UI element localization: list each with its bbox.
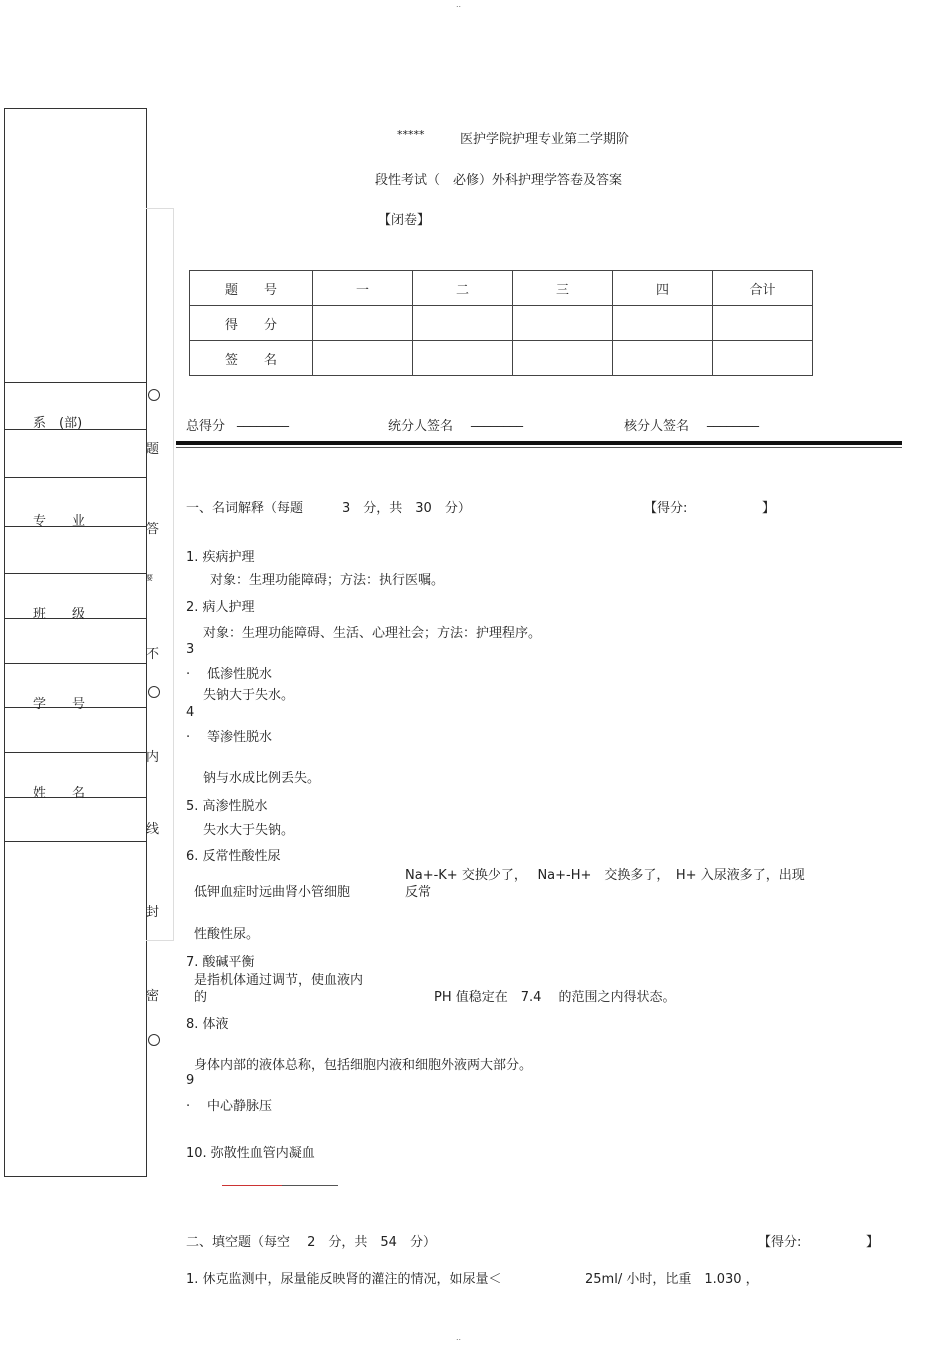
question-4-dot: . bbox=[186, 726, 191, 741]
section2-title: 二、填空题（每空 2 分，共 54 分） bbox=[186, 1235, 436, 1250]
row-label-signature: 签 名 bbox=[190, 341, 313, 376]
section1-title: 一、名词解释（每题 3 分，共 30 分） bbox=[186, 501, 471, 516]
top-page-mark: .. bbox=[456, 0, 462, 9]
sidebar-divider bbox=[5, 477, 146, 478]
seal-char: 答 bbox=[146, 522, 160, 537]
score-cell[interactable] bbox=[413, 306, 513, 341]
question-1: 1. 疾病护理 bbox=[186, 550, 255, 565]
answer-5: 失水大于失钠。 bbox=[203, 823, 295, 838]
dept-label: 系 (部) bbox=[33, 416, 83, 431]
question-3-number: 3 bbox=[186, 642, 195, 657]
question-3: 低渗性脱水 bbox=[207, 667, 273, 682]
seal-circle bbox=[148, 686, 160, 698]
answer-6-end: 性酸性尿。 bbox=[194, 927, 260, 942]
question-6: 6. 反常性酸性尿 bbox=[186, 849, 281, 864]
answer-7-right: PH 值稳定在 7.4 的范围之内得状态。 bbox=[434, 990, 676, 1005]
table-header-cell: 二 bbox=[413, 271, 513, 306]
student-no-label: 学 号 bbox=[33, 697, 86, 712]
question-8: 8. 体液 bbox=[186, 1017, 229, 1032]
question-9: 中心静脉压 bbox=[207, 1099, 273, 1114]
score-cell[interactable] bbox=[513, 306, 613, 341]
total-score-blank[interactable]: ________ bbox=[237, 413, 289, 428]
question-3-dot: . bbox=[186, 663, 191, 678]
table-header-cell: 一 bbox=[313, 271, 413, 306]
section2-score-close: 】 bbox=[866, 1235, 880, 1250]
answer-1: 对象：生理功能障碍；方法：执行医嘱。 bbox=[210, 573, 445, 588]
fill-question-1-left: 1. 休克监测中，尿量能反映肾的灌注的情况，如尿量＜ bbox=[186, 1272, 502, 1287]
question-4: 等渗性脱水 bbox=[207, 730, 273, 745]
answer-7-line1: 是指机体通过调节，使血液内 bbox=[194, 973, 364, 988]
table-header-cell: 三 bbox=[513, 271, 613, 306]
seal-char: 封 bbox=[146, 905, 160, 920]
seal-char: 内 bbox=[146, 750, 160, 765]
question-7: 7. 酸碱平衡 bbox=[186, 955, 255, 970]
class-label: 班 级 bbox=[33, 607, 86, 622]
tally-signer-blank[interactable]: ________ bbox=[471, 413, 523, 428]
seal-circle bbox=[148, 1034, 160, 1046]
question-5: 5. 高渗性脱水 bbox=[186, 799, 268, 814]
seal-char: 线 bbox=[146, 822, 160, 837]
seal-char: 题 bbox=[146, 442, 160, 457]
check-signer-label: 核分人签名 bbox=[624, 419, 690, 434]
tally-signer-label: 统分人签名 bbox=[388, 419, 454, 434]
score-cell[interactable] bbox=[713, 306, 813, 341]
answer-6-right-line2: 反常 bbox=[405, 885, 432, 900]
seal-char: 要 bbox=[146, 574, 153, 582]
divider-thin bbox=[176, 447, 902, 448]
total-score-label: 总得分 bbox=[186, 419, 226, 434]
table-header-cell: 题 号 bbox=[190, 271, 313, 306]
bottom-page-mark: .. bbox=[456, 1333, 462, 1342]
signature-cell[interactable] bbox=[313, 341, 413, 376]
signature-cell[interactable] bbox=[513, 341, 613, 376]
question-4-number: 4 bbox=[186, 705, 195, 720]
table-header-cell: 四 bbox=[613, 271, 713, 306]
student-info-sidebar bbox=[4, 108, 147, 1177]
score-table bbox=[189, 270, 813, 376]
answer-7-line2: 的 bbox=[194, 990, 208, 1005]
signature-cell[interactable] bbox=[413, 341, 513, 376]
answer-underline bbox=[222, 1185, 338, 1186]
section1-score-label: 【得分: bbox=[644, 501, 688, 516]
header-stars: ***** bbox=[397, 128, 425, 141]
sidebar-divider bbox=[5, 752, 146, 753]
table-row bbox=[190, 306, 813, 341]
check-signer-blank[interactable]: ________ bbox=[707, 413, 759, 428]
seal-char: 密 bbox=[146, 989, 160, 1004]
table-row bbox=[190, 341, 813, 376]
score-cell[interactable] bbox=[613, 306, 713, 341]
exam-title-line2: 段性考试（ 必修）外科护理学答卷及答案 bbox=[375, 173, 623, 188]
row-label-score: 得 分 bbox=[190, 306, 313, 341]
table-header-cell: 合计 bbox=[713, 271, 813, 306]
seal-circle bbox=[148, 389, 160, 401]
sidebar-divider bbox=[5, 382, 146, 383]
sidebar-divider bbox=[5, 573, 146, 574]
signature-cell[interactable] bbox=[713, 341, 813, 376]
table-row bbox=[190, 271, 813, 306]
exam-title-line1: 医护学院护理专业第二学期阶 bbox=[460, 132, 630, 147]
answer-6-right-line1: Na+-K+ 交换少了， Na+-H+ 交换多了， H+ 入尿液多了，出现 bbox=[405, 868, 805, 883]
question-10: 10. 弥散性血管内凝血 bbox=[186, 1146, 315, 1161]
fill-question-1-right: 25ml/ 小时，比重 1.030 ， bbox=[585, 1272, 759, 1287]
sidebar-divider bbox=[5, 663, 146, 664]
name-label: 姓 名 bbox=[33, 786, 86, 801]
question-9-dot: . bbox=[186, 1095, 191, 1110]
answer-2: 对象：生理功能障碍、生活、心理社会；方法：护理程序。 bbox=[203, 626, 542, 641]
major-label: 专 业 bbox=[33, 514, 86, 529]
answer-6-left: 低钾血症时远曲肾小管细胞 bbox=[194, 885, 351, 900]
answer-8: 身体内部的液体总称，包括细胞内液和细胞外液两大部分。 bbox=[194, 1058, 533, 1073]
divider-thick bbox=[176, 441, 902, 445]
signature-cell[interactable] bbox=[613, 341, 713, 376]
answer-4: 钠与水成比例丢失。 bbox=[203, 771, 321, 786]
section2-score-label: 【得分: bbox=[758, 1235, 802, 1250]
sidebar-divider bbox=[5, 841, 146, 842]
seal-char: 不 bbox=[146, 647, 160, 662]
section1-score-close: 】 bbox=[762, 501, 776, 516]
answer-3: 失钠大于失水。 bbox=[203, 688, 295, 703]
question-9-number: 9 bbox=[186, 1073, 195, 1088]
score-cell[interactable] bbox=[313, 306, 413, 341]
question-2: 2. 病人护理 bbox=[186, 600, 255, 615]
closed-book-label: 【闭卷】 bbox=[378, 213, 431, 228]
